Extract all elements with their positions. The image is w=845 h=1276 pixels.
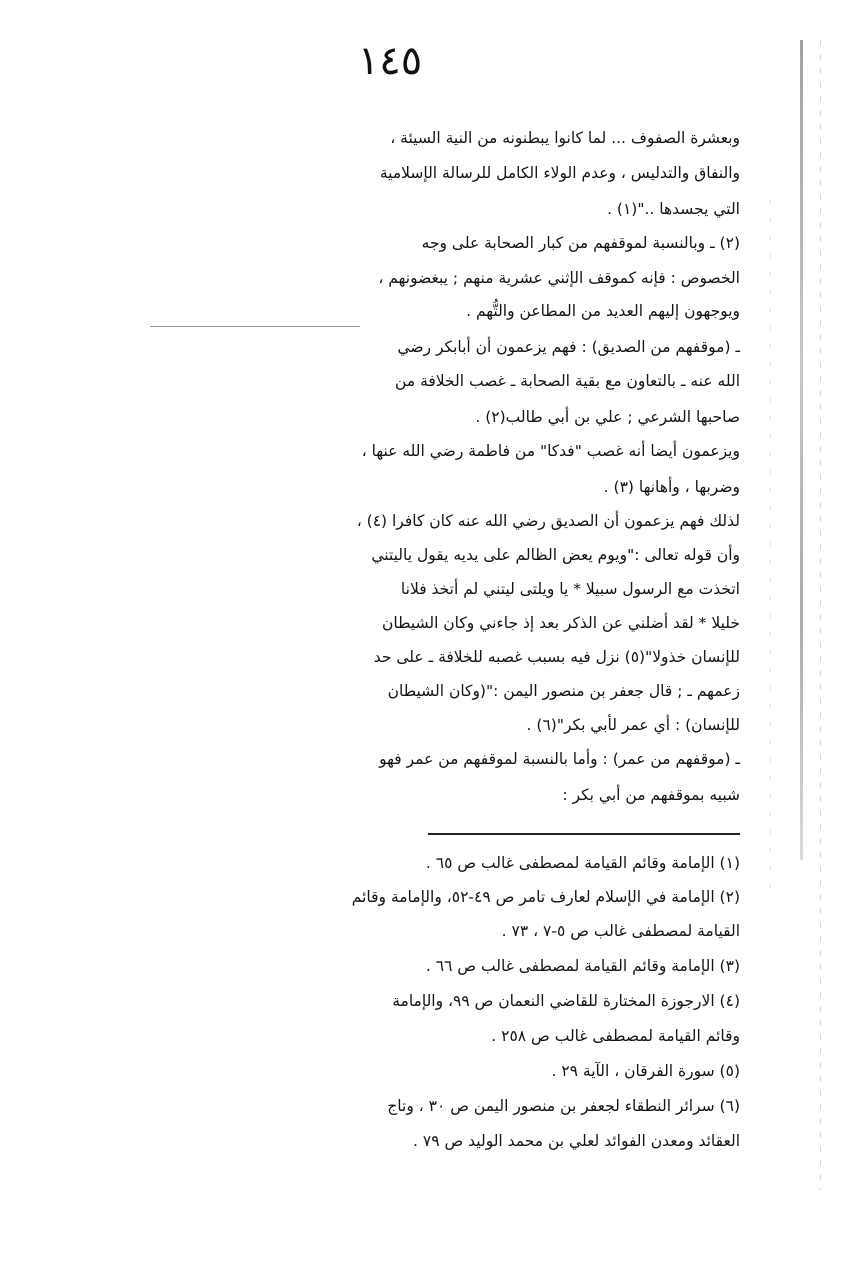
body-line: الله عنه ـ بالتعاون مع بقية الصحابة ـ غصب الخلافة من — [395, 372, 740, 390]
body-line: ـ (موقفهم من الصديق) : فهم يزعمون أن أبابكر رضي — [397, 338, 740, 356]
body-line: وضربها ، وأهانها (٣) . — [603, 478, 740, 496]
body-line: الخصوص : فإنه كموقف الإثني عشرية منهم ; يبغضونهم ، — [378, 269, 740, 287]
body-line: شبيه بموقفهم من أبي بكر : — [562, 786, 740, 804]
footnote-line: (٢) الإمامة في الإسلام لعارف تامر ص ٤٩-٥٢، والإمامة وقائم — [351, 888, 740, 906]
body-line: زعمهم ـ ; قال جعفر بن منصور اليمن :"(وكان الشيطان — [387, 682, 740, 700]
body-line: (٢) ـ وبالنسبة لموقفهم من كبار الصحابة على وجه — [421, 234, 740, 252]
footnote-line: (١) الإمامة وقائم القيامة لمصطفى غالب ص ٦٥ . — [425, 854, 740, 872]
footnote-line: العقائد ومعدن الفوائد لعلي بن محمد الوليد ص ٧٩ . — [413, 1132, 740, 1150]
scan-artifact-line — [150, 326, 360, 327]
body-line: ويوجهون إليهم العديد من المطاعن والتُّهم . — [466, 302, 740, 320]
body-line: خليلا * لقد أضلني عن الذكر بعد إذ جاءني وكان الشيطان — [382, 614, 740, 632]
footnote-line: (٤) الارجوزة المختارة للقاضي النعمان ص ٩٩، والإمامة — [392, 992, 740, 1010]
body-line: للإنسان) : أي عمر لأبي بكر"(٦) . — [526, 716, 740, 734]
body-line: صاحبها الشرعي ; علي بن أبي طالب(٢) . — [475, 408, 740, 426]
footnote-line: (٦) سرائر النطقاء لجعفر بن منصور اليمن ص ٣٠ ، وتاج — [387, 1097, 740, 1115]
body-line: للإنسان خذولا"(٥) نزل فيه بسبب غصبه للخلافة ـ على حد — [373, 648, 740, 666]
scan-edge-mark — [820, 40, 821, 1190]
body-line: والنفاق والتدليس ، وعدم الولاء الكامل للرسالة الإسلامية — [379, 164, 740, 182]
page-number: ١٤٥ — [357, 38, 423, 84]
footnote-line: القيامة لمصطفى غالب ص ٥-٧ ، ٧٣ . — [501, 922, 740, 940]
scan-edge-mark — [800, 40, 803, 860]
body-line: التي يجسدها .."(١) . — [607, 200, 740, 218]
body-line: وأن قوله تعالى :"ويوم يعض الظالم على يديه يقول ياليتني — [371, 546, 740, 564]
body-line: ويزعمون أيضا أنه غصب "فدكا" من فاطمة رضي الله عنها ، — [361, 442, 740, 460]
scan-edge-mark — [770, 200, 771, 900]
body-line: لذلك فهم يزعمون أن الصديق رضي الله عنه كان كافرا (٤) ، — [356, 512, 740, 530]
body-line: اتخذت مع الرسول سبيلا * يا ويلتى ليتني لم أتخذ فلانا — [400, 580, 740, 598]
footnote-line: (٣) الإمامة وقائم القيامة لمصطفى غالب ص ٦٦ . — [425, 957, 740, 975]
footnote-line: (٥) سورة الفرقان ، الآية ٢٩ . — [551, 1062, 740, 1080]
footnote-line: وقائم القيامة لمصطفى غالب ص ٢٥٨ . — [491, 1027, 740, 1045]
body-line: وبعشرة الصفوف ... لما كانوا يبطنونه من النية السيئة ، — [390, 129, 740, 147]
footnote-separator — [428, 833, 740, 835]
body-line: ـ (موقفهم من عمر) : وأما بالنسبة لموقفهم من عمر فهو — [379, 750, 740, 768]
